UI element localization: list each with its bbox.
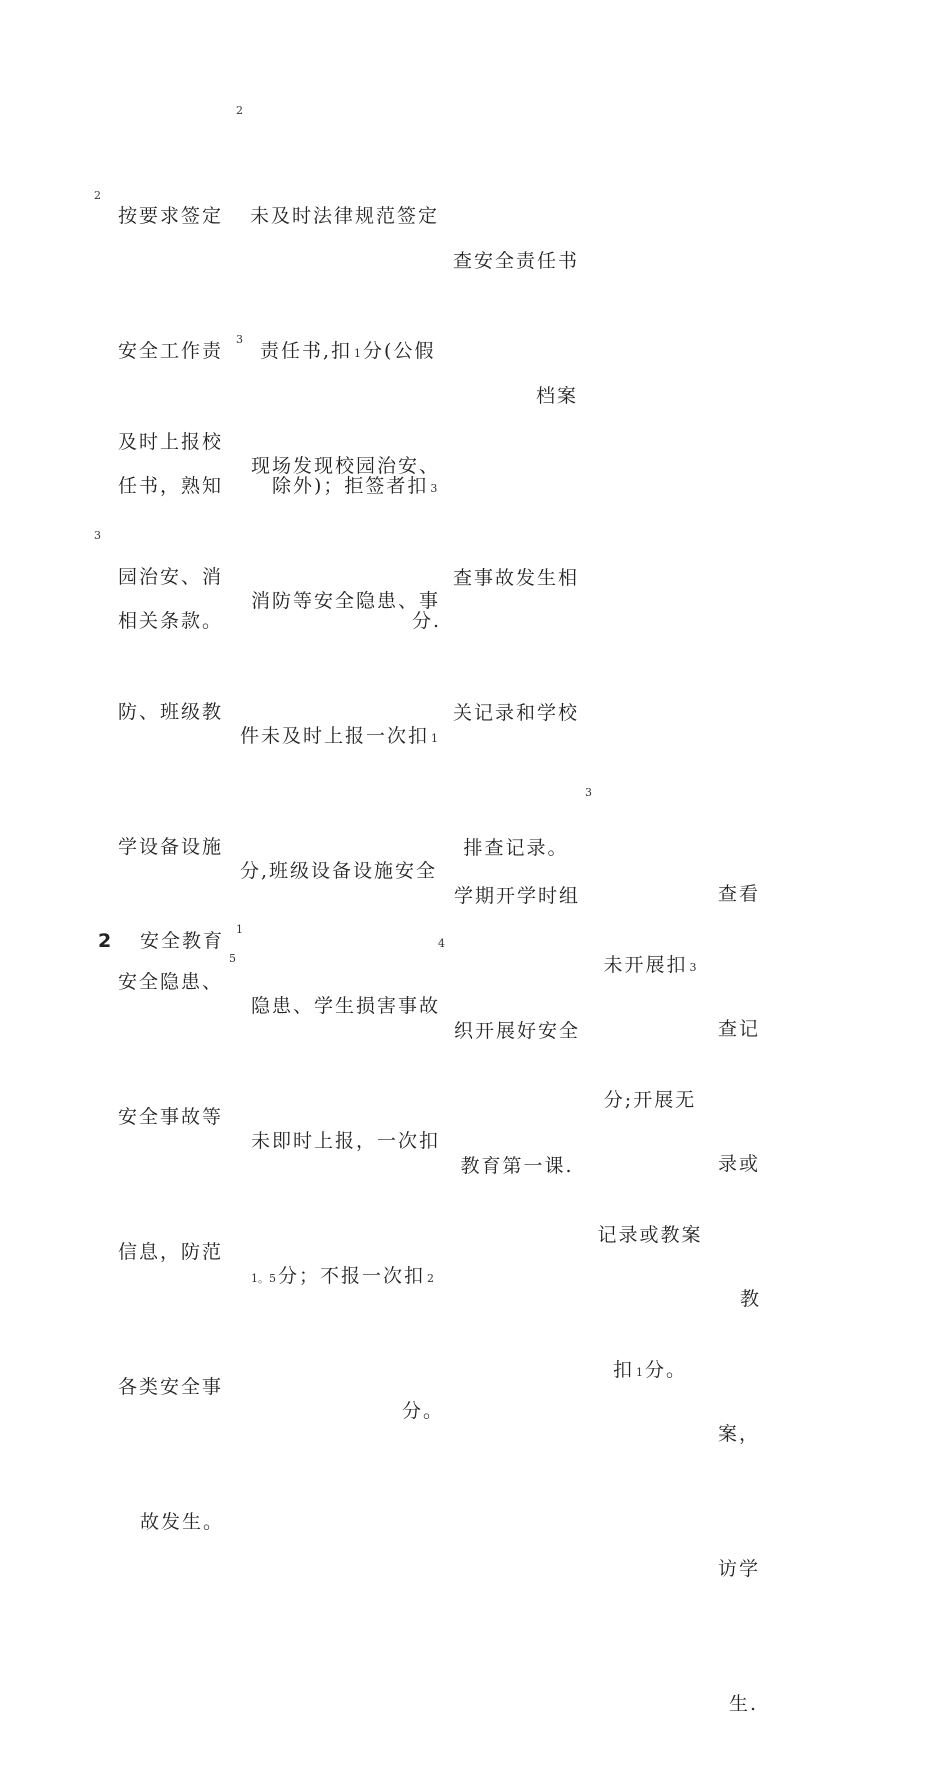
criteria-line: 记录或教案	[597, 1224, 703, 1246]
criteria-line: 分,班级设备设施安全	[240, 860, 438, 882]
row3-category-score-top: 1	[236, 923, 243, 936]
requirement-line: 教育第一课.	[460, 1155, 574, 1177]
method-line: 访学	[718, 1558, 761, 1580]
requirement-line: 按要求签定	[118, 205, 224, 227]
row1-side-score: 2	[94, 189, 101, 202]
requirement-line: 各类安全事	[118, 1376, 224, 1398]
criteria-line: 分.	[412, 610, 442, 632]
criteria-line: 隐患、学生损害事故	[251, 995, 441, 1017]
requirement-line: 相关条款。	[118, 610, 224, 632]
criteria-line: 分。	[402, 1400, 445, 1422]
requirement-line: 学期开学时组	[453, 885, 580, 907]
requirement-line: 安全事故等	[118, 1106, 224, 1128]
criteria-line: 扣 1 分。	[612, 1359, 688, 1381]
row3-criteria	[590, 853, 710, 1438]
criteria-line: 责任书,扣 1 分(公假	[260, 340, 436, 362]
requirement-line: 园治安、消	[118, 566, 224, 588]
requirement-line: 织开展好安全	[453, 1020, 580, 1042]
criteria-line: 件未及时上报一次扣 1	[240, 725, 439, 747]
method-line: 查安全责任书	[452, 250, 579, 272]
requirement-line: 学设备设施	[118, 836, 224, 858]
row2-requirement-score: 3	[236, 333, 243, 346]
method-line: 查记	[718, 1018, 761, 1040]
row1-method	[451, 149, 581, 464]
row2-side-score: 3	[94, 529, 101, 542]
criteria-line: 1。5 分；不报一次扣 2	[251, 1265, 435, 1287]
requirement-line: 故发生。	[140, 1511, 225, 1533]
method-line: 关记录和学校	[452, 702, 579, 724]
method-line: 档案	[535, 385, 578, 407]
requirement-line: 安全工作责	[118, 340, 224, 362]
row3-method	[718, 782, 766, 1772]
row3-side-score: 4	[438, 937, 445, 950]
method-line: 案，	[718, 1423, 761, 1445]
method-line: 查事故发生相	[452, 567, 579, 589]
requirement-line: 信息，防范	[118, 1241, 224, 1263]
row1-requirement-score: 2	[236, 104, 243, 117]
row2-criteria	[240, 354, 452, 1479]
row3-category-name: 安全教育	[140, 930, 225, 952]
criteria-line: 未即时上报，一次扣	[251, 1130, 441, 1152]
row3-requirement	[451, 784, 583, 1234]
method-line: 生.	[729, 1693, 759, 1715]
requirement-line: 及时上报校	[118, 431, 224, 453]
method-line: 教	[740, 1288, 762, 1310]
criteria-line: 未及时法律规范签定	[250, 205, 440, 227]
criteria-line: 现场发现校园治安、	[251, 455, 441, 477]
requirement-line: 任书，熟知	[118, 475, 224, 497]
requirement-line: 防、班级教	[118, 701, 224, 723]
method-line: 查看	[718, 883, 761, 905]
row3-category-score-bottom: 5	[229, 952, 236, 965]
criteria-line: 消防等安全隐患、事	[251, 590, 441, 612]
criteria-line: 除外)；拒签者扣 3	[272, 475, 438, 497]
method-line: 录或	[718, 1153, 761, 1175]
requirement-line: 安全隐患、	[118, 971, 224, 993]
method-line: 排查记录。	[463, 837, 569, 859]
row3-index: 2	[98, 930, 112, 952]
criteria-line: 未开展扣 3	[603, 954, 697, 976]
row3-requirement-score: 3	[585, 786, 592, 799]
criteria-line: 分;开展无	[603, 1089, 697, 1111]
